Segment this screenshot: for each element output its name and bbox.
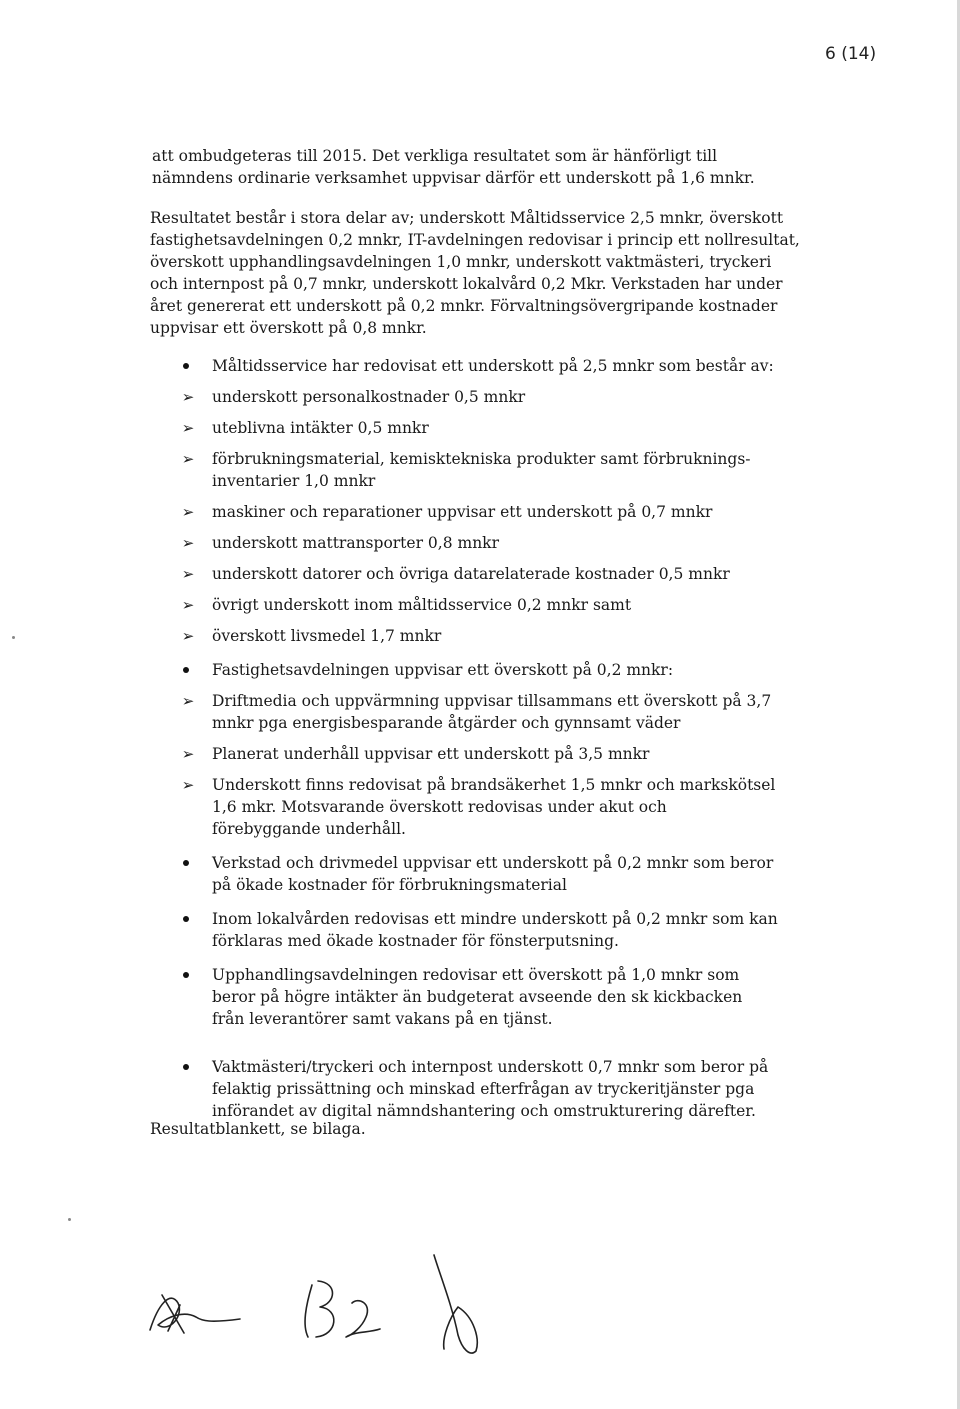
bullet-item bbox=[178, 1056, 778, 1122]
item-text: förbrukningsmaterial, kemisktekniska produkter samt förbruknings-inventarier 1,0 mnkr bbox=[212, 450, 751, 490]
signature-2-d bbox=[346, 1301, 380, 1337]
item-text: uteblivna intäkter 0,5 mnkr bbox=[212, 419, 429, 437]
sub-item bbox=[178, 386, 778, 408]
arrow-right-icon: ➢ bbox=[181, 776, 195, 794]
item-text: Driftmedia och uppvärmning uppvisar tillsammans ett överskott på 3,7 mnkr pga energisbesparande åtgärder och gynnsamt väder bbox=[212, 692, 772, 732]
sub-item bbox=[178, 448, 778, 492]
bullet-item bbox=[178, 355, 778, 377]
sub-item bbox=[178, 774, 778, 840]
item-text: underskott personalkostnader 0,5 mnkr bbox=[212, 388, 526, 406]
item-text: Verkstad och drivmedel uppvisar ett underskott på 0,2 mnkr som beror på ökade kostnader för förbrukningsmaterial bbox=[212, 854, 774, 894]
bullet-item bbox=[178, 908, 778, 952]
sub-item bbox=[178, 532, 778, 554]
item-text: underskott datorer och övriga datarelaterade kostnader 0,5 mnkr bbox=[212, 565, 730, 583]
signature-2-b bbox=[305, 1281, 334, 1337]
item-text: Upphandlingsavdelningen redovisar ett överskott på 1,0 mnkr som beror på högre intäkter än budgeterat avseende den sk kickbacken från leverantörer samt vakans på en tjänst. bbox=[212, 966, 743, 1028]
sub-item bbox=[178, 625, 778, 647]
handwritten-signatures bbox=[140, 1245, 500, 1365]
closing-line: Resultatblankett, se bilaga. bbox=[150, 1120, 366, 1138]
item-text: överskott livsmedel 1,7 mnkr bbox=[212, 627, 442, 645]
item-text: Fastighetsavdelningen uppvisar ett överskott på 0,2 mnkr: bbox=[212, 661, 674, 679]
arrow-right-icon: ➢ bbox=[181, 565, 195, 583]
page-number: 6 (14) bbox=[825, 44, 877, 64]
item-text: Vaktmästeri/tryckeri och internpost underskott 0,7 mnkr som beror på felaktig prissättning och minskad efterfrågan av tryckeritjänster pga införandet av digital nämndshantering och omstrukturering därefter. bbox=[212, 1058, 769, 1120]
arrow-right-icon: ➢ bbox=[181, 419, 195, 437]
arrow-right-icon: ➢ bbox=[181, 388, 195, 406]
bullet-item bbox=[178, 964, 778, 1030]
item-text: Planerat underhåll uppvisar ett underskott på 3,5 mnkr bbox=[212, 745, 650, 763]
paragraph-intro: att ombudgeteras till 2015. Det verkliga resultatet som är hänförligt till nämndens ordinarie verksamhet uppvisar därför ett underskott på 1,6 mnkr. bbox=[152, 147, 755, 187]
signature-1-stroke bbox=[150, 1298, 240, 1330]
bullet-item bbox=[178, 659, 778, 681]
arrow-right-icon: ➢ bbox=[181, 745, 195, 763]
arrow-right-icon: ➢ bbox=[181, 450, 195, 468]
sub-item bbox=[178, 417, 778, 439]
scan-speck bbox=[68, 1218, 71, 1221]
arrow-right-icon: ➢ bbox=[181, 596, 195, 614]
sub-item bbox=[178, 594, 778, 616]
arrow-right-icon: ➢ bbox=[181, 503, 195, 521]
sub-item bbox=[178, 563, 778, 585]
signature-3-stroke bbox=[434, 1255, 477, 1353]
bullet-item bbox=[178, 852, 778, 896]
item-text: Inom lokalvården redovisas ett mindre underskott på 0,2 mnkr som kan förklaras med ökade kostnader för fönsterputsning. bbox=[212, 910, 778, 950]
paragraph-result: Resultatet består i stora delar av; underskott Måltidsservice 2,5 mnkr, överskott fastighetsavdelningen 0,2 mnkr, IT-avdelningen redovisar i princip ett nollresultat, överskott upphandlingsavdelningen 1,0 mnkr, underskott vaktmästeri, tryckeri och internpost på 0,7 mnkr, underskott lokalvård 0,2 Mkr. Verkstaden har under året genererat ett underskott på 0,2 mnkr. Förvaltningsövergripande kostnader uppvisar ett överskott på 0,8 mnkr. bbox=[150, 209, 800, 337]
item-text: Underskott finns redovisat på brandsäkerhet 1,5 mnkr och markskötsel 1,6 mkr. Motsvarande överskott redovisas under akut och förebyggande underhåll. bbox=[212, 776, 776, 838]
item-text: övrigt underskott inom måltidsservice 0,2 mnkr samt bbox=[212, 596, 632, 614]
scan-speck bbox=[12, 636, 15, 639]
item-text: Måltidsservice har redovisat ett underskott på 2,5 mnkr som består av: bbox=[212, 357, 774, 375]
item-text: underskott mattransporter 0,8 mnkr bbox=[212, 534, 499, 552]
arrow-right-icon: ➢ bbox=[181, 692, 195, 710]
result-list bbox=[178, 355, 778, 1122]
sub-item bbox=[178, 501, 778, 523]
arrow-right-icon: ➢ bbox=[181, 627, 195, 645]
sub-item bbox=[178, 743, 778, 765]
sub-item bbox=[178, 690, 778, 734]
arrow-right-icon: ➢ bbox=[181, 534, 195, 552]
item-text: maskiner och reparationer uppvisar ett underskott på 0,7 mnkr bbox=[212, 503, 713, 521]
